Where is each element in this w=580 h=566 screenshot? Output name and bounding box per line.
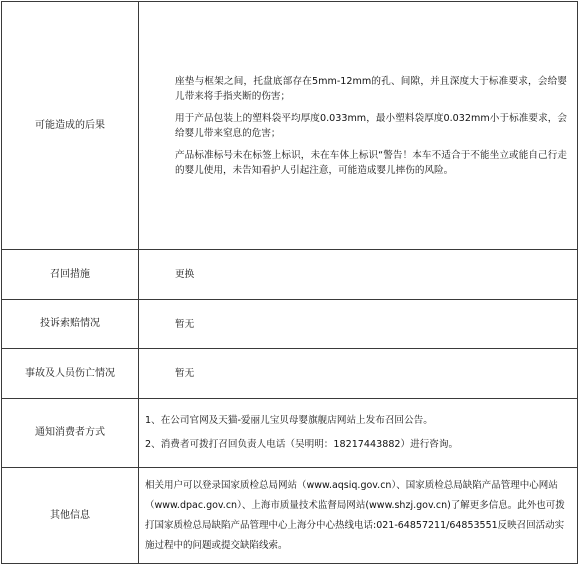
recall-info-table (1, 1, 578, 564)
label-notify: 通知消费者方式 (2, 399, 139, 468)
notify-line-1: 1、在公司官网及天猫-爱丽儿宝贝母婴旗舰店网站上发布召回公告。 (145, 415, 433, 426)
value-accidents: 暂无 (139, 349, 578, 399)
label-measures: 召回措施 (2, 250, 139, 300)
value-measures: 更换 (139, 250, 578, 300)
consequence-paragraph-3: 产品标准标号未在标签上标识，未在车体上标识“警告！本车不适合于不能坐立或能自己行走的婴儿使用，未告知看护人引起注意，可能造成婴儿摔伤的风险。 (175, 149, 567, 176)
row-consequences (2, 2, 578, 250)
row-accidents (2, 349, 578, 399)
value-notify (139, 399, 578, 468)
consequence-paragraph-1: 座垫与框架之间，托盘底部存在5mm-12mm的孔、间隙，并且深度大于标准要求，会给婴儿带来将手指夹断的伤害； (175, 75, 567, 102)
value-consequences (139, 2, 578, 250)
row-measures (2, 250, 578, 300)
value-other: 相关用户可以登录国家质检总局网站（www.aqsiq.gov.cn）、国家质检总局缺陷产品管理中心网站（www.dpac.gov.cn）、上海市质量技术监督局网站(www.shzj.gov.cn)了解更多信息。此外也可拨打国家质检总局缺陷产品管理中心上海分中心热线电话:021-64857211/64853551反映召回活动实施过程中的问题或提交缺陷线索。 (139, 468, 578, 564)
value-complaints: 暂无 (139, 300, 578, 349)
row-notify (2, 399, 578, 468)
row-other (2, 468, 578, 564)
notify-line-2: 2、消费者可拨打召回负责人电话（吴明明：18217443882）进行咨询。 (145, 439, 459, 450)
label-other: 其他信息 (2, 468, 139, 564)
label-accidents: 事故及人员伤亡情况 (2, 349, 139, 399)
label-consequences: 可能造成的后果 (2, 2, 139, 250)
label-complaints: 投诉索赔情况 (2, 300, 139, 349)
row-complaints (2, 300, 578, 349)
consequence-paragraph-2: 用于产品包装上的塑料袋平均厚度0.033mm，最小塑料袋厚度0.032mm小于标准要求，会给婴儿带来窒息的危害； (175, 112, 567, 139)
